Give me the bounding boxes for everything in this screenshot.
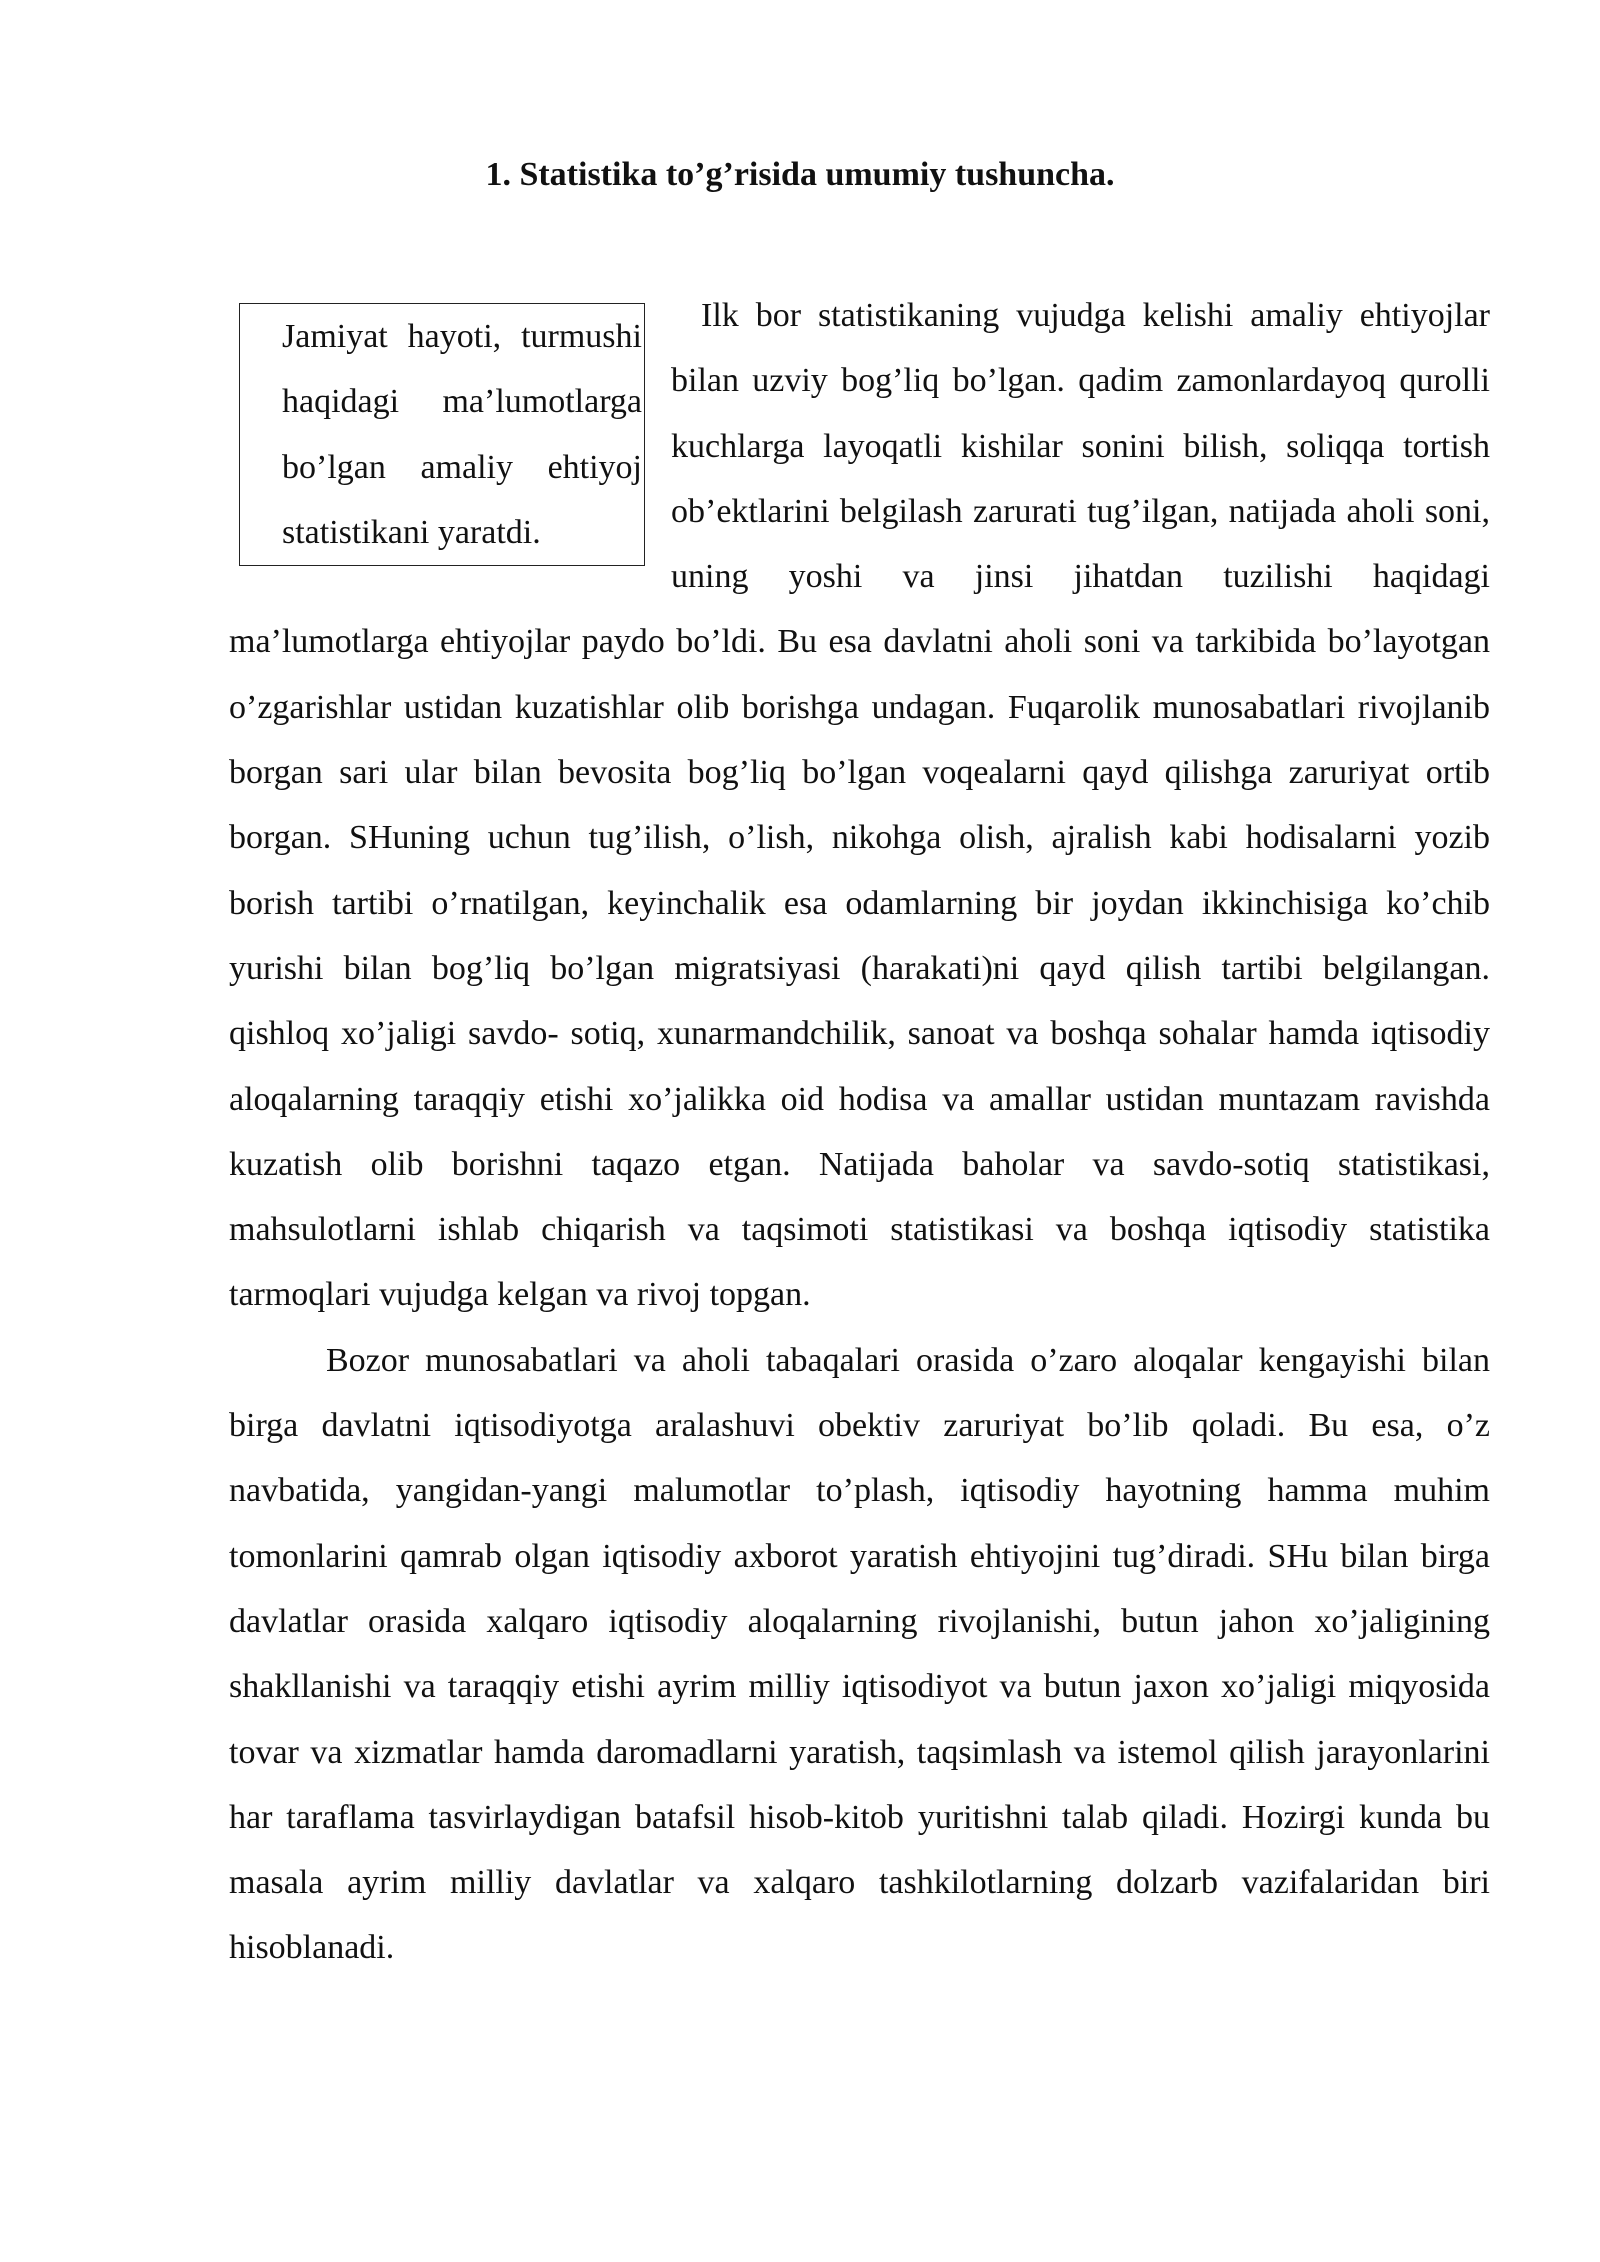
- paragraph-2: Bozor munosabatlari va aholi tabaqalari orasida o’zaro aloqalar kengayishi bilan birga davlatni iqtisodiyotga aralashuvi obektiv zaruriyat bo’lib qoladi. Bu esa, o’z navbatida, yangidan-yangi malumotlar to’plash, iqtisodiy hayotning hamma muhim tomonlarini qamrab olgan iqtisodiy axborot yaratish ehtiyojini tug’diradi. SHu bilan birga davlatlar orasida xalqaro iqtisodiy aloqalarning rivojlanishi, butun jahon xo’jaligining shakllanishi va taraqqiy etishi ayrim milliy iqtisodiyot va butun jaxon xo’jaligi miqyosida tovar va xizmatlar hamda daromadlarni yaratish, taqsimlash va istemol qilish jarayonlarini har taraflama tasvirlaydigan batafsil hisob-kitob yuritishni talab qiladi. Hozirgi kunda bu masala ayrim milliy davlatlar va xalqaro tashkilotlarning dolzarb vazifalaridan biri hisoblanadi.: [229, 1341, 1490, 1967]
- page-title: 1. Statistika to’g’risida umumiy tushuncha.: [485, 156, 1115, 193]
- margin-note-text: Jamiyat hayoti, turmushi haqidagi ma’lumotlarga bo’lgan amaliy ehtiyoj statistikani yaratdi.: [282, 318, 642, 551]
- margin-note-box: [239, 303, 645, 566]
- paragraph-1: Ilk bor statistikaning vujudga kelishi amaliy ehtiyojlar bilan uzviy bog’liq bo’lgan. qadim zamonlardayoq qurolli kuchlarga layoqatli kishilar sonini bilish, soliqqa tortish ob’ektlarini belgilash zarurati tug’ilgan, natijada aholi soni, uning yoshi va jinsi jihatdan tuzilishi haqidagi ma’lumotlarga ehtiyojlar paydo bo’ldi. Bu esa davlatni aholi soni va tarkibida bo’layotgan o’zgarishlar ustidan kuzatishlar olib borishga undagan. Fuqarolik munosabatlari rivojlanib borgan sari ular bilan bevosita bog’liq bo’lgan voqealarni qayd qilishga zaruriyat ortib borgan. SHuning uchun tug’ilish, o’lish, nikohga olish, ajralish kabi hodisalarni yozib borish tartibi o’rnatilgan, keyinchalik esa odamlarning bir joydan ikkinchisiga ko’chib yurishi bilan bog’liq bo’lgan migratsiyasi (harakati)ni qayd qilish tartibi belgilangan. qishloq xo’jaligi savdo- sotiq, xunarmandchilik, sanoat va boshqa sohalar hamda iqtisodiy aloqalarning taraqqiy etishi xo’jalikka oid hodisa va amallar ustidan muntazam ravishda kuzatish olib borishni taqazo etgan. Natijada baholar va savdo-sotiq statistikasi, mahsulotlarni ishlab chiqarish va taqsimoti statistikasi va boshqa iqtisodiy statistika tarmoqlari vujudga kelgan va rivoj topgan.: [229, 297, 1490, 1314]
- body-text: [229, 283, 1490, 1981]
